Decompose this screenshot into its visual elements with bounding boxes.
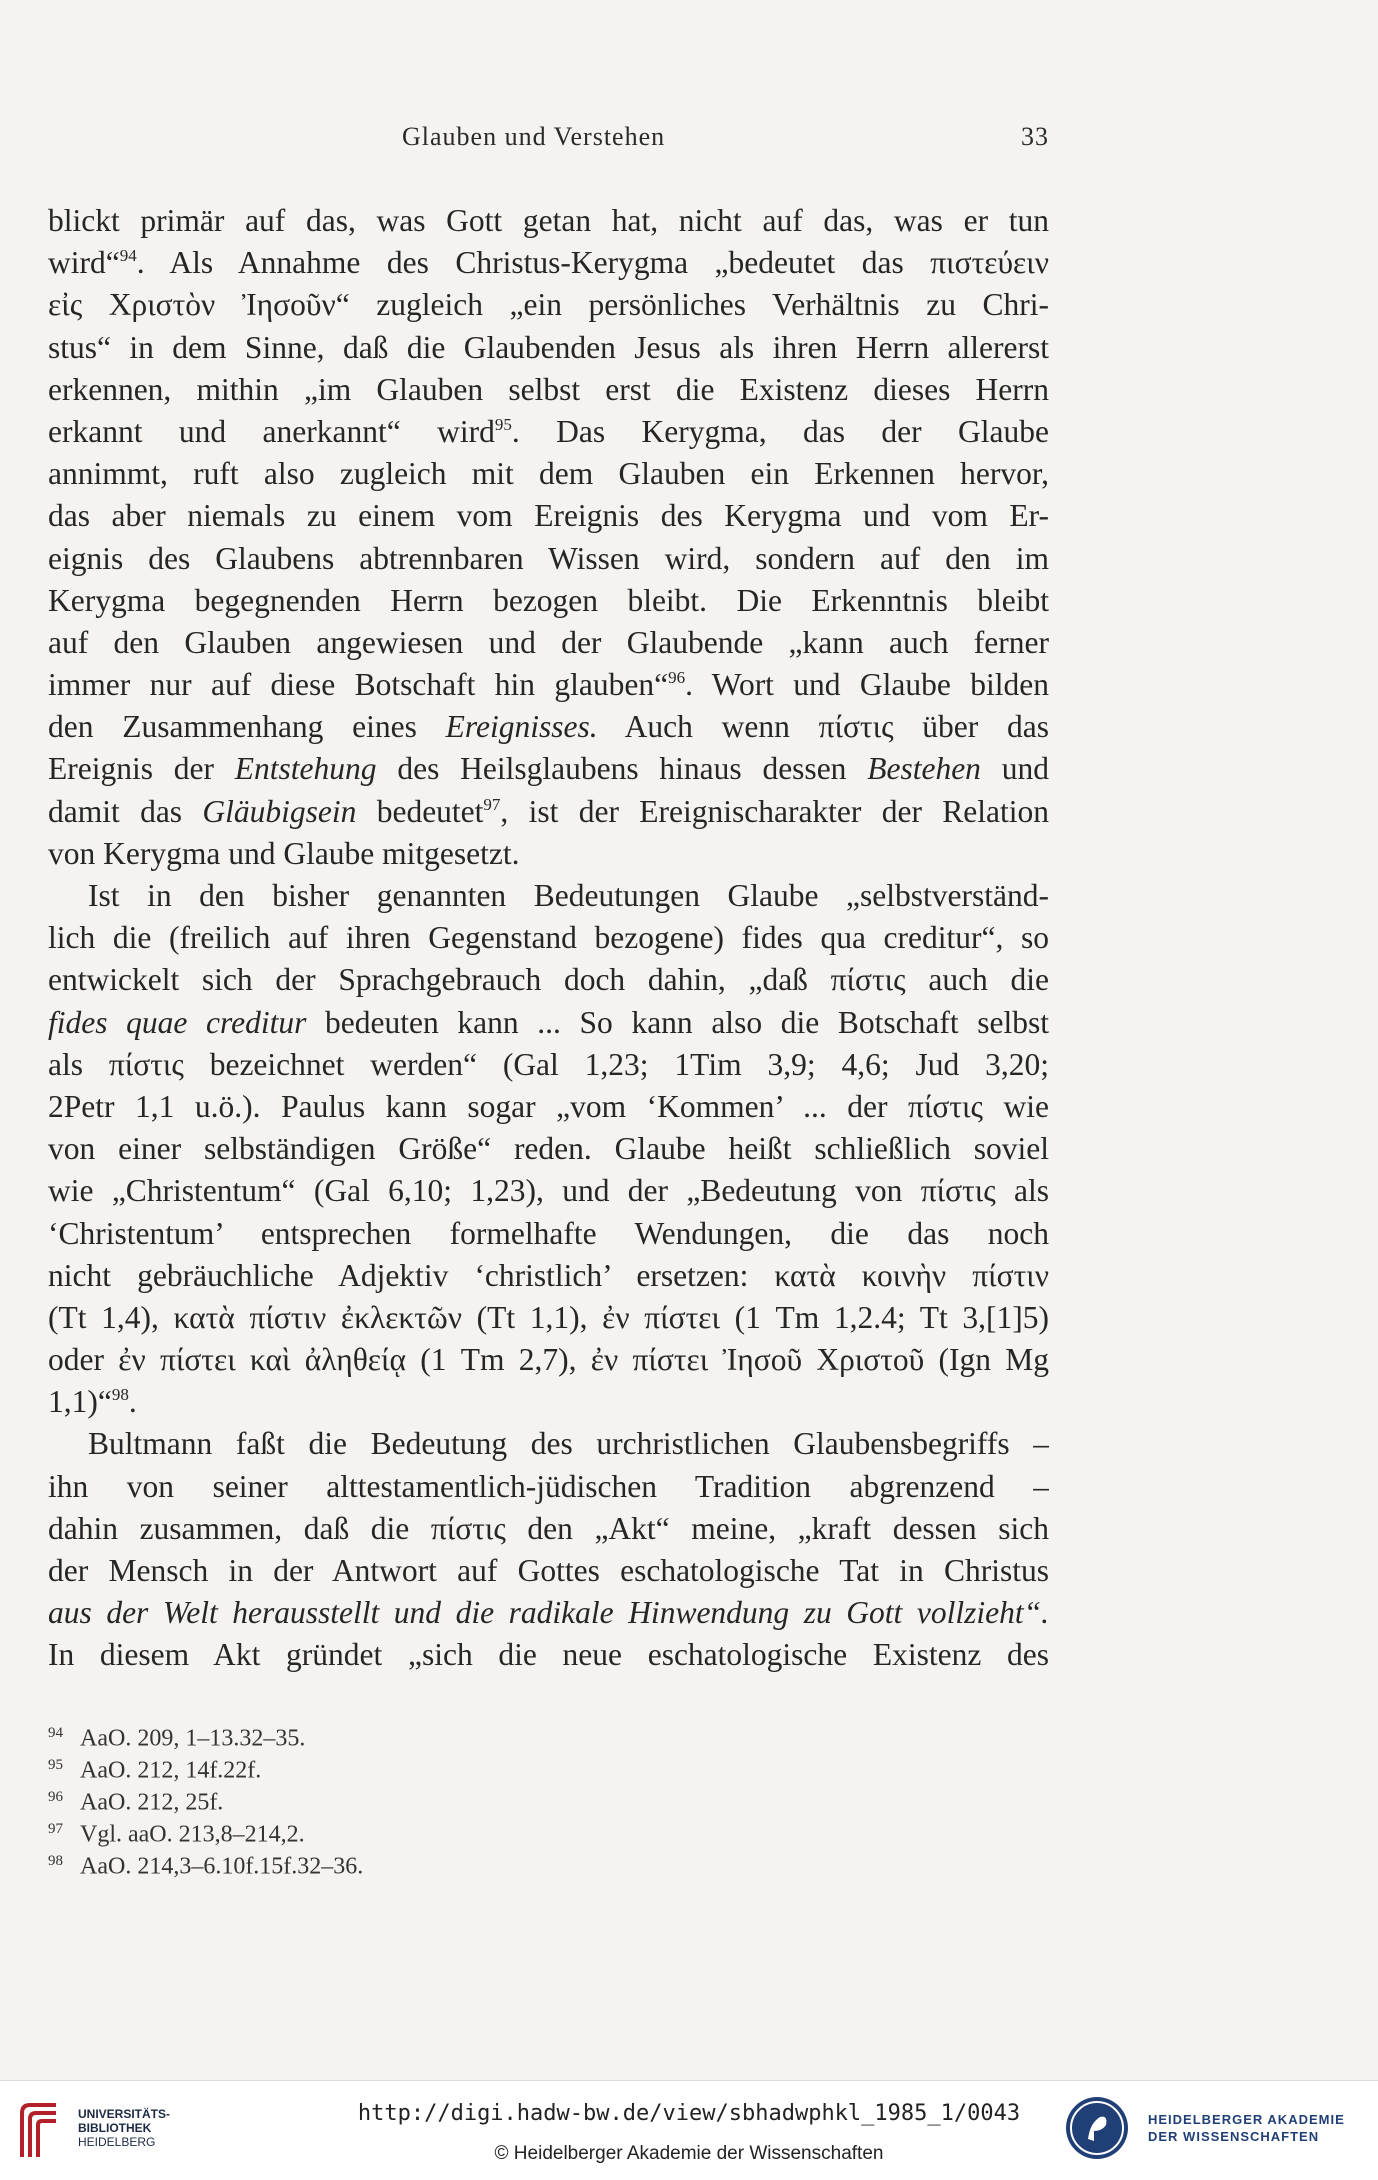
text-line: als πίστις bezeichnet werden“ (Gal 1,23; 1Tim 3,9; 4,6; Jud 3,20; [48,1046,1049,1082]
academy-name: HEIDELBERGER AKADEMIE DER WISSENSCHAFTEN [1148,2112,1345,2144]
text-line: blickt primär auf das, was Gott getan hat, nicht auf das, was er tun [48,203,1049,238]
footnote-text: AaO. 214,3–6.10f.15f.32–36. [80,1853,364,1880]
library-name: UNIVERSITÄTS- BIBLIOTHEK HEIDELBERG [78,2107,171,2149]
text-line: In diesem Akt gründet „sich die neue eschatologische Existenz des [48,1637,1049,1673]
footnote-ref: 95 [494,415,512,435]
text-line: ihn von seiner alttestamentlich-jüdischen Tradition abgrenzend – [48,1468,1049,1504]
footnote-text: Vgl. aaO. 213,8–214,2. [80,1821,305,1848]
text-line: eignis des Glaubens abtrennbaren Wissen wird, sondern auf den im [48,540,1049,576]
viewer-footer [0,2080,1378,2180]
permalink-url[interactable]: http://digi.hadw-bw.de/view/sbhadwphkl_1985_1/0043 [357,2101,1021,2126]
paragraph-start: Bultmann faßt die Bedeutung des urchristlichen Glaubensbegriffs – [88,1426,1049,1462]
text-line: wird“$^{94}$. Als Annahme des Christus-Kerygma „bedeutet das πιστεύειν [48,245,1049,281]
body-text [48,200,1049,1677]
text-line: 1,1)“$^{98}$. [48,1384,137,1420]
footnote [48,1813,1049,1848]
text-line: Ereignis der Entstehung des Heilsglaubens hinaus dessen Bestehen und [48,751,1049,787]
footnote-ref: 98 [111,1385,129,1405]
text-line: lich die (freilich auf ihren Gegenstand bezogene) fides qua creditur“, so [48,920,1049,956]
text-line: entwickelt sich der Sprachgebrauch doch dahin, „daß πίστις auch die [48,962,1049,998]
text-line: immer nur auf diese Botschaft hin glauben“$^{96}$. Wort und Glaube bilden [48,667,1049,703]
footnote-text: AaO. 212, 25f. [80,1789,224,1816]
text-line: der Mensch in der Antwort auf Gottes eschatologische Tat in Christus [48,1553,1049,1588]
footnote [48,1717,1049,1752]
italic-quote: aus der Welt herausstellt und die radikale Hinwendung zu Gott vollzieht“. [48,1595,1049,1631]
footnote-number: 95 [48,1757,63,1773]
italic-term: Bestehen [867,751,981,787]
page-number: 33 [1021,122,1049,151]
italic-term: Gläubigsein [202,793,357,829]
text-line: Kerygma begegnenden Herrn bezogen bleibt. Die Erkenntnis bleibt [48,582,1049,618]
footnote-ref: 96 [668,668,686,688]
text-line: ‘Christentum’ entsprechen formelhafte Wendungen, die das noch [48,1215,1049,1251]
copyright-notice: © Heidelberger Akademie der Wissenschaften [494,2143,884,2164]
text-line: fides quae creditur bedeuten kann ... So kann also die Botschaft selbst [48,1004,1049,1040]
text-line: 2Petr 1,1 u.ö.). Paulus kann sogar „vom ‘Kommen’ ... der πίστις wie [48,1088,1049,1124]
text-line: erkannt und anerkannt“ wird$^{95}$. Das Kerygma, das der Glaube [48,413,1049,449]
italic-term: Entstehung [234,751,377,787]
text-line: damit das Gläubigsein bedeutet$^{97}$, ist der Ereignischarakter der Relation [48,793,1049,829]
text-line: von einer selbständigen Größe“ reden. Glaube heißt schließlich soviel [48,1131,1049,1167]
text-line: von Kerygma und Glaube mitgesetzt. [48,835,520,871]
text-line [48,1592,1049,1634]
text-line: (Tt 1,4), κατὰ πίστιν ἐκλεκτῶν (Tt 1,1), ἐν πίστει (1 Tm 1,2.4; Tt 3,[1]5) [48,1299,1049,1335]
footnote-text: AaO. 212, 14f.22f. [80,1757,262,1784]
text-line: εἰς Χριστὸν Ἰησοῦν“ zugleich „ein persönliches Verhältnis zu Chri- [48,287,1049,323]
footnote-text: AaO. 209, 1–13.32–35. [80,1725,306,1752]
footnote-number: 97 [48,1821,63,1837]
italic-term: Ereignisses. [445,709,598,745]
footnote [48,1781,1049,1816]
text-line: stus“ in dem Sinne, daß die Glaubenden Jesus als ihren Herrn allererst [48,329,1049,365]
text-line: annimmt, ruft also zugleich mit dem Glauben ein Erkennen hervor, [48,456,1049,492]
footnote [48,1845,1049,1880]
running-head [48,122,1049,156]
text-line: auf den Glauben angewiesen und der Glaubende „kann auch ferner [48,624,1049,660]
footnotes [48,1717,1049,1880]
academy-seal-icon [1064,2095,1130,2161]
text-line: wie „Christentum“ (Gal 6,10; 1,23), und der „Bedeutung von πίστις als [48,1173,1049,1209]
text-line: erkennen, mithin „im Glauben selbst erst die Existenz dieses Herrn [48,371,1049,407]
footnote-number: 94 [48,1725,63,1741]
text-line: das aber niemals zu einem vom Ereignis des Kerygma und vom Er- [48,498,1049,534]
text-line: oder ἐν πίστει καὶ ἀληθείᾳ (1 Tm 2,7), ἐν πίστει Ἰησοῦ Χριστοῦ (Ign Mg [48,1342,1049,1378]
footnote-ref: 94 [119,246,137,266]
footnote-number: 98 [48,1853,63,1869]
footnote [48,1749,1049,1784]
text-line: nicht gebräuchliche Adjektiv ‘christlich’ ersetzen: κατὰ κοινὴν πίστιν [48,1257,1049,1293]
footnote-number: 96 [48,1789,63,1805]
italic-term: fides quae creditur [48,1004,307,1040]
text-line: den Zusammenhang eines Ereignisses. Auch wenn πίστις über das [48,709,1049,745]
footnote-ref: 97 [483,794,501,814]
text-line: dahin zusammen, daß die πίστις den „Akt“ meine, „kraft dessen sich [48,1510,1049,1546]
paragraph-start: Ist in den bisher genannten Bedeutungen Glaube „selbstverständ- [88,878,1049,913]
running-title: Glauben und Verstehen [402,122,666,151]
